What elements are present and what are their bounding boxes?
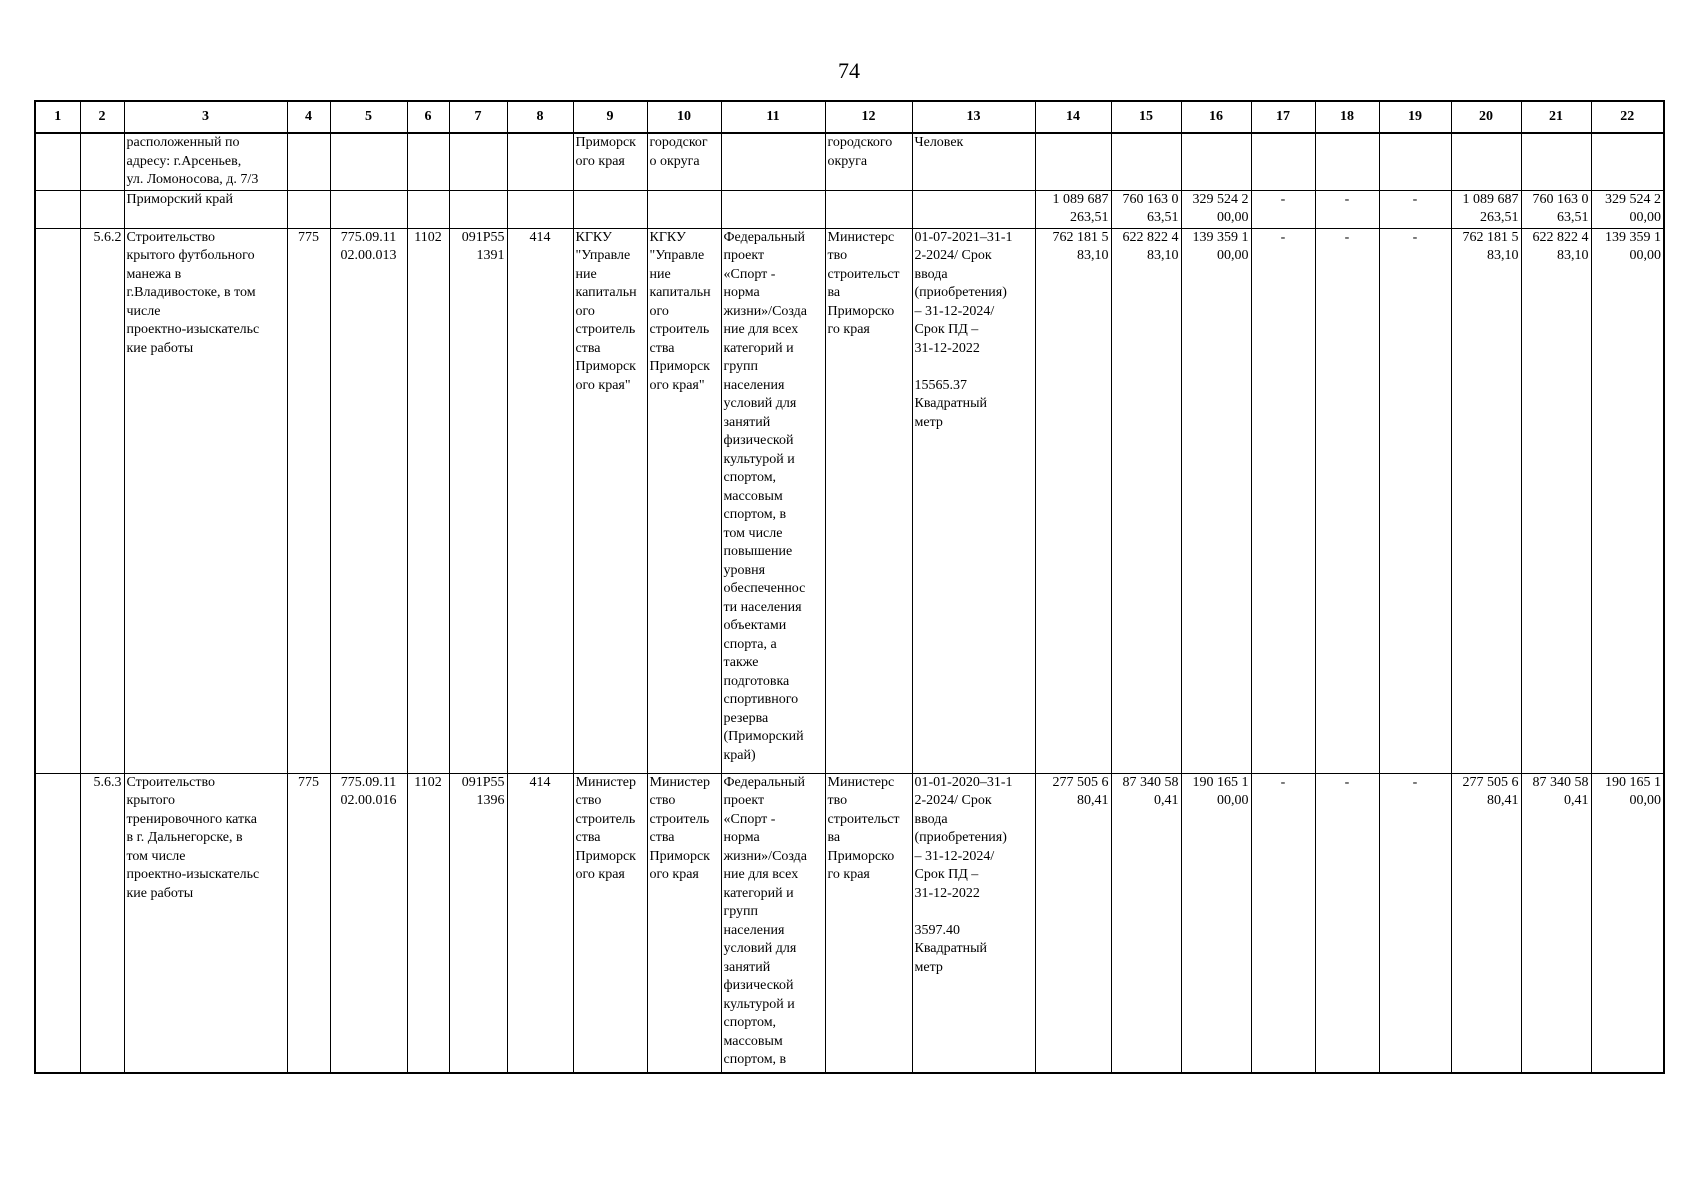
cell: [1315, 133, 1379, 190]
cell-schedule: 01-01-2020–31-1 2-2024/ Срок ввода (приобретения) – 31-12-2024/ Срок ПД – 31-12-2022 3597.40 Квадратный метр: [912, 773, 1035, 1073]
cell: [507, 133, 573, 190]
cell-code: 775: [287, 228, 330, 773]
cell-developer: городског о округа: [647, 133, 721, 190]
cell-amount-federal-2: 87 340 58 0,41: [1521, 773, 1591, 1073]
cell: [287, 133, 330, 190]
col-header: 14: [1035, 101, 1111, 133]
cell-code: 775.09.11 02.00.013: [330, 228, 407, 773]
cell-dash: -: [1379, 190, 1451, 228]
cell-unit: Человек: [912, 133, 1035, 190]
cell-code: 1102: [407, 773, 449, 1073]
cell: [449, 133, 507, 190]
cell-amount-regional: 190 165 1 00,00: [1181, 773, 1251, 1073]
cell-amount-federal: 760 163 0 63,51: [1111, 190, 1181, 228]
cell: [1521, 133, 1591, 190]
cell-customer: КГКУ "Управле ние капитальн ого строитель ства Приморск ого края": [573, 228, 647, 773]
cell-amount-total: 1 089 687 263,51: [1035, 190, 1111, 228]
col-header: 3: [124, 101, 287, 133]
cell: [287, 190, 330, 228]
col-header: 2: [80, 101, 124, 133]
cell-code: 414: [507, 228, 573, 773]
col-header: 18: [1315, 101, 1379, 133]
cell-code: 775.09.11 02.00.016: [330, 773, 407, 1073]
cell-region-name: Приморский край: [124, 190, 287, 228]
table-row-region-total: [35, 190, 1664, 228]
cell-amount-federal-2: 760 163 0 63,51: [1521, 190, 1591, 228]
cell-dash: -: [1379, 773, 1451, 1073]
page-number: 74: [838, 58, 860, 83]
cell: [647, 190, 721, 228]
cell: [721, 190, 825, 228]
cell-amount-regional: 329 524 2 00,00: [1181, 190, 1251, 228]
header-row: [35, 101, 1664, 133]
cell: [1035, 133, 1111, 190]
col-header: 12: [825, 101, 912, 133]
cell: [330, 133, 407, 190]
col-header: 22: [1591, 101, 1664, 133]
table-row-5-6-2: [35, 228, 1664, 773]
cell-code: 414: [507, 773, 573, 1073]
cell: [80, 133, 124, 190]
cell-amount-regional-2: 190 165 1 00,00: [1591, 773, 1664, 1073]
cell: [912, 190, 1035, 228]
col-header: 9: [573, 101, 647, 133]
cell: [507, 190, 573, 228]
col-header: 11: [721, 101, 825, 133]
cell-amount-federal: 622 822 4 83,10: [1111, 228, 1181, 773]
cell-code: 1102: [407, 228, 449, 773]
cell: [35, 190, 80, 228]
col-header: 7: [449, 101, 507, 133]
cell: [1379, 133, 1451, 190]
budget-table: [34, 100, 1665, 1074]
cell-amount-total: 277 505 6 80,41: [1035, 773, 1111, 1073]
cell-object-address: расположенный по адресу: г.Арсеньев, ул. Ломоносова, д. 7/3: [124, 133, 287, 190]
cell: [1181, 133, 1251, 190]
cell: [330, 190, 407, 228]
col-header: 21: [1521, 101, 1591, 133]
cell: [407, 133, 449, 190]
col-header: 4: [287, 101, 330, 133]
col-header: 17: [1251, 101, 1315, 133]
cell-customer: Министер ство строитель ства Приморск ого края: [573, 773, 647, 1073]
cell-developer: КГКУ "Управле ние капитальн ого строитель ства Приморск ого края": [647, 228, 721, 773]
col-header: 20: [1451, 101, 1521, 133]
cell-item-number: 5.6.3: [80, 773, 124, 1073]
col-header: 10: [647, 101, 721, 133]
cell: [35, 133, 80, 190]
col-header: 13: [912, 101, 1035, 133]
cell-object-name: Строительство крытого футбольного манежа в г.Владивостоке, в том числе проектно-изыскательс кие работы: [124, 228, 287, 773]
cell-amount-total-2: 277 505 6 80,41: [1451, 773, 1521, 1073]
cell-dash: -: [1251, 190, 1315, 228]
cell: [721, 133, 825, 190]
cell-project: Федеральный проект «Спорт - норма жизни»/Созда ние для всех категорий и групп населения условий для занятий физической культурой и спортом, массовым спортом, в: [721, 773, 825, 1073]
cell-project: Федеральный проект «Спорт - норма жизни»/Созда ние для всех категорий и групп населения условий для занятий физической культурой и спортом, массовым спортом, в том числе повышение уровня обеспеченнос ти населения объектами спорта, а также подготовка спортивного резерва (Приморский край): [721, 228, 825, 773]
cell: [407, 190, 449, 228]
cell-authority: Министерс тво строительст ва Приморско го края: [825, 773, 912, 1073]
cell-dash: -: [1251, 228, 1315, 773]
cell-dash: -: [1315, 773, 1379, 1073]
cell-dash: -: [1379, 228, 1451, 773]
cell-amount-regional: 139 359 1 00,00: [1181, 228, 1251, 773]
cell: [1451, 133, 1521, 190]
cell-object-name: Строительство крытого тренировочного катка в г. Дальнегорске, в том числе проектно-изыскательс кие работы: [124, 773, 287, 1073]
cell: [1111, 133, 1181, 190]
cell-dash: -: [1315, 190, 1379, 228]
col-header: 8: [507, 101, 573, 133]
cell-authority: Министерс тво строительст ва Приморско го края: [825, 228, 912, 773]
cell-amount-regional-2: 329 524 2 00,00: [1591, 190, 1664, 228]
cell: [35, 773, 80, 1073]
cell-schedule: 01-07-2021–31-1 2-2024/ Срок ввода (приобретения) – 31-12-2024/ Срок ПД – 31-12-2022 15565.37 Квадратный метр: [912, 228, 1035, 773]
cell-item-number: 5.6.2: [80, 228, 124, 773]
col-header: 5: [330, 101, 407, 133]
cell-amount-total-2: 1 089 687 263,51: [1451, 190, 1521, 228]
cell-amount-federal-2: 622 822 4 83,10: [1521, 228, 1591, 773]
cell-amount-regional-2: 139 359 1 00,00: [1591, 228, 1664, 773]
cell-amount-total-2: 762 181 5 83,10: [1451, 228, 1521, 773]
cell-dash: -: [1315, 228, 1379, 773]
cell-code: 091P55 1396: [449, 773, 507, 1073]
cell-code: 091P55 1391: [449, 228, 507, 773]
cell: [573, 190, 647, 228]
col-header: 15: [1111, 101, 1181, 133]
cell: [35, 228, 80, 773]
cell: [80, 190, 124, 228]
col-header: 19: [1379, 101, 1451, 133]
cell: [825, 190, 912, 228]
cell-amount-federal: 87 340 58 0,41: [1111, 773, 1181, 1073]
cell-authority: городского округа: [825, 133, 912, 190]
cell-code: 775: [287, 773, 330, 1073]
cell-developer: Министер ство строитель ства Приморск ого края: [647, 773, 721, 1073]
cell-customer: Приморск ого края: [573, 133, 647, 190]
col-header: 6: [407, 101, 449, 133]
cell: [449, 190, 507, 228]
cell-amount-total: 762 181 5 83,10: [1035, 228, 1111, 773]
col-header: 16: [1181, 101, 1251, 133]
table-row-5-6-3: [35, 773, 1664, 1073]
table-row-continuation: [35, 133, 1664, 190]
cell: [1251, 133, 1315, 190]
cell: [1591, 133, 1664, 190]
col-header: 1: [35, 101, 80, 133]
cell-dash: -: [1251, 773, 1315, 1073]
